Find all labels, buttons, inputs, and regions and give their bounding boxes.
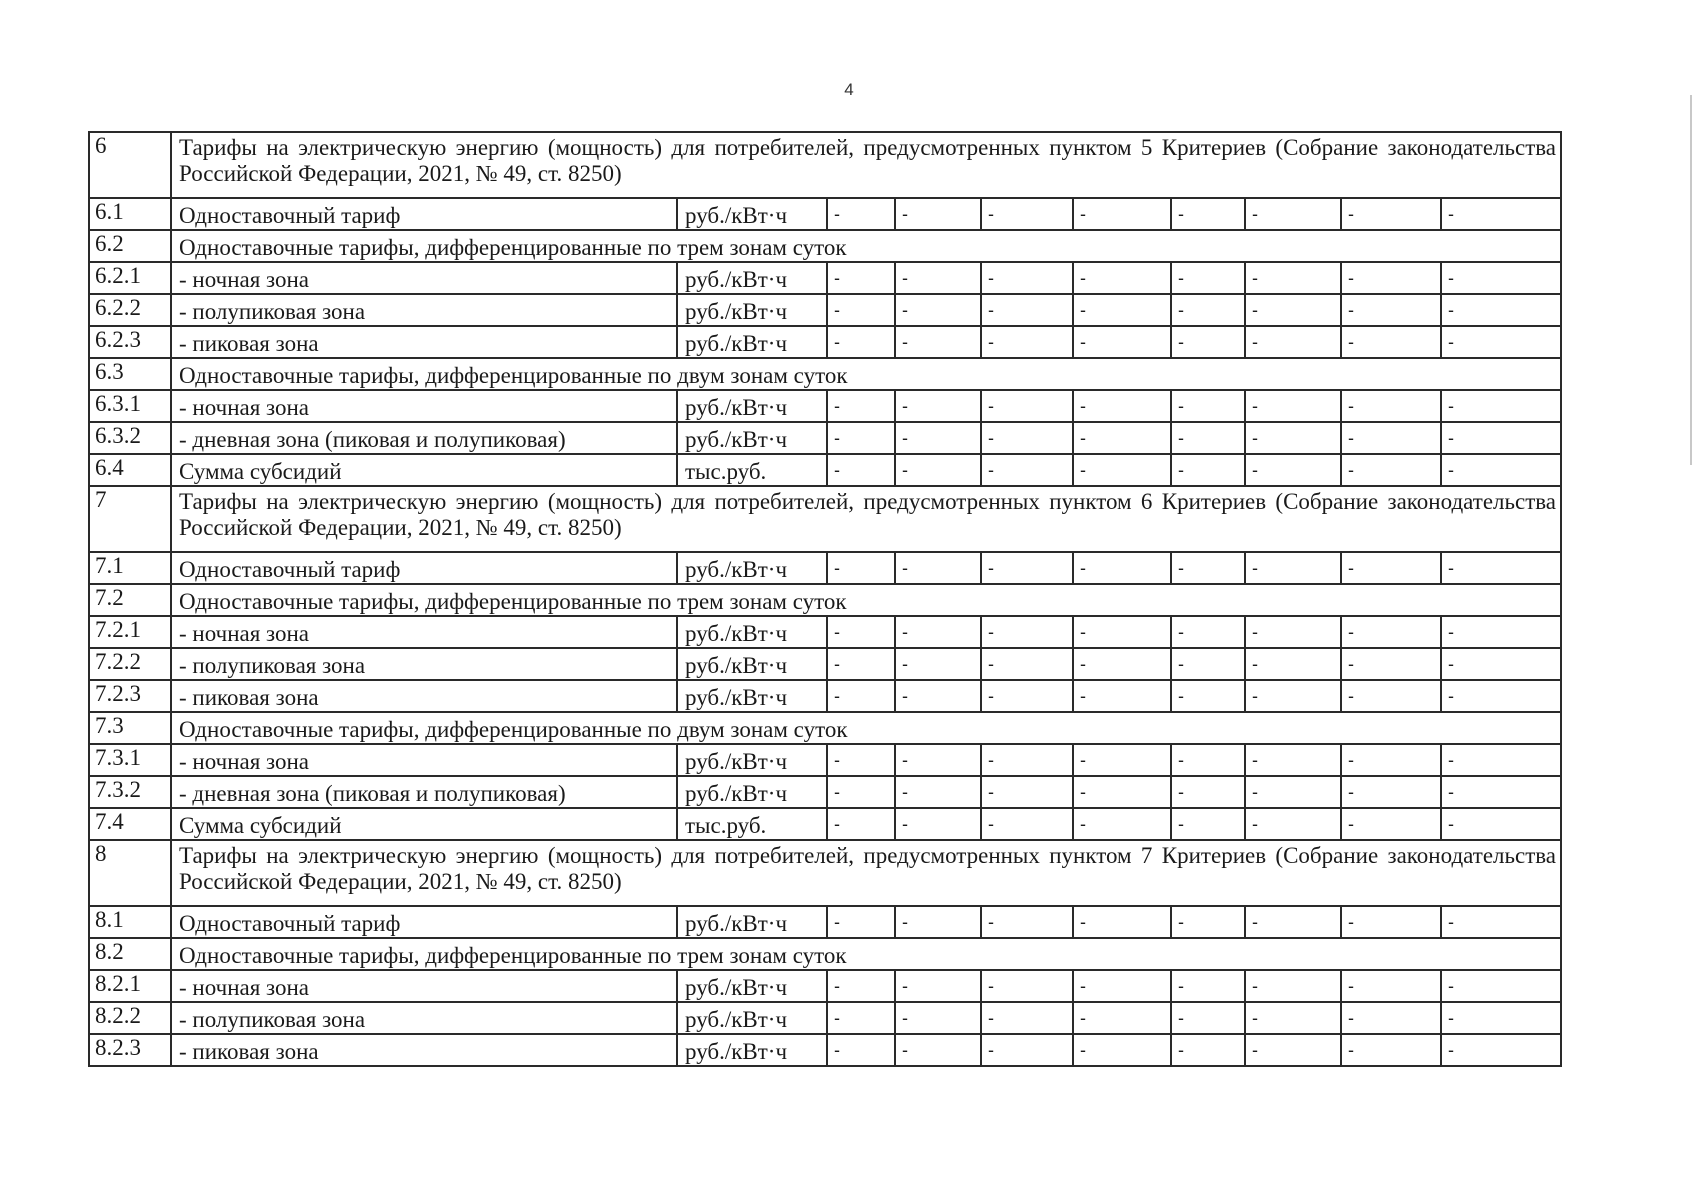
subheading-title: Одноставочные тарифы, дифференцированные по трем зонам суток	[171, 230, 1561, 262]
row-number: 6.2.2	[89, 294, 171, 326]
scan-edge-mark	[1690, 95, 1692, 465]
value-cell: -	[1245, 1034, 1341, 1066]
value-cell: -	[895, 616, 981, 648]
value-cell: -	[1073, 326, 1171, 358]
unit-cell: руб./кВт·ч	[677, 262, 827, 294]
value-cell: -	[1171, 326, 1245, 358]
indicator-name: - ночная зона	[171, 262, 677, 294]
unit-cell: тыс.руб.	[677, 454, 827, 486]
value-cell: -	[981, 262, 1073, 294]
value-cell: -	[1073, 454, 1171, 486]
value-cell: -	[1341, 198, 1441, 230]
value-cell: -	[895, 808, 981, 840]
value-cell: -	[1341, 294, 1441, 326]
indicator-name: Сумма субсидий	[171, 808, 677, 840]
value-cell: -	[1245, 808, 1341, 840]
subheading-row	[89, 712, 1561, 744]
value-cell: -	[1245, 776, 1341, 808]
indicator-name: - дневная зона (пиковая и полупиковая)	[171, 422, 677, 454]
value-cell: -	[827, 198, 895, 230]
indicator-name: - дневная зона (пиковая и полупиковая)	[171, 776, 677, 808]
value-cell: -	[827, 1002, 895, 1034]
value-cell: -	[1073, 970, 1171, 1002]
value-cell: -	[1171, 744, 1245, 776]
value-cell: -	[827, 808, 895, 840]
value-cell: -	[1441, 648, 1561, 680]
value-cell: -	[981, 326, 1073, 358]
value-cell: -	[1341, 262, 1441, 294]
value-cell: -	[1341, 1002, 1441, 1034]
value-cell: -	[981, 422, 1073, 454]
value-cell: -	[981, 906, 1073, 938]
value-cell: -	[1441, 616, 1561, 648]
value-cell: -	[1245, 552, 1341, 584]
value-cell: -	[827, 744, 895, 776]
table-row	[89, 808, 1561, 840]
value-cell: -	[981, 198, 1073, 230]
value-cell: -	[895, 776, 981, 808]
value-cell: -	[1171, 970, 1245, 1002]
value-cell: -	[827, 326, 895, 358]
value-cell: -	[1245, 616, 1341, 648]
value-cell: -	[1245, 744, 1341, 776]
value-cell: -	[827, 906, 895, 938]
unit-cell: руб./кВт·ч	[677, 648, 827, 680]
indicator-name: Одноставочный тариф	[171, 906, 677, 938]
unit-cell: руб./кВт·ч	[677, 326, 827, 358]
table-row	[89, 776, 1561, 808]
indicator-name: - пиковая зона	[171, 326, 677, 358]
value-cell: -	[1171, 776, 1245, 808]
indicator-name: - пиковая зона	[171, 1034, 677, 1066]
unit-cell: руб./кВт·ч	[677, 422, 827, 454]
indicator-name: - ночная зона	[171, 744, 677, 776]
value-cell: -	[1441, 1002, 1561, 1034]
value-cell: -	[1441, 744, 1561, 776]
value-cell: -	[1171, 808, 1245, 840]
unit-cell: руб./кВт·ч	[677, 1002, 827, 1034]
table-row	[89, 390, 1561, 422]
value-cell: -	[1441, 454, 1561, 486]
value-cell: -	[895, 744, 981, 776]
value-cell: -	[981, 1034, 1073, 1066]
value-cell: -	[981, 648, 1073, 680]
section-header-row	[89, 486, 1561, 552]
value-cell: -	[1245, 294, 1341, 326]
value-cell: -	[1073, 616, 1171, 648]
value-cell: -	[1441, 390, 1561, 422]
row-number: 6.3.2	[89, 422, 171, 454]
value-cell: -	[895, 198, 981, 230]
value-cell: -	[895, 390, 981, 422]
subheading-row	[89, 230, 1561, 262]
value-cell: -	[1171, 1034, 1245, 1066]
value-cell: -	[1171, 198, 1245, 230]
value-cell: -	[1441, 294, 1561, 326]
value-cell: -	[1171, 454, 1245, 486]
value-cell: -	[1171, 294, 1245, 326]
value-cell: -	[895, 422, 981, 454]
table-row	[89, 1002, 1561, 1034]
value-cell: -	[1245, 422, 1341, 454]
row-number: 7.3.2	[89, 776, 171, 808]
value-cell: -	[1073, 906, 1171, 938]
value-cell: -	[1341, 454, 1441, 486]
value-cell: -	[1441, 906, 1561, 938]
row-number: 7	[89, 486, 171, 552]
row-number: 7.2.3	[89, 680, 171, 712]
value-cell: -	[1441, 552, 1561, 584]
value-cell: -	[981, 776, 1073, 808]
table-row	[89, 680, 1561, 712]
value-cell: -	[895, 906, 981, 938]
value-cell: -	[1341, 326, 1441, 358]
unit-cell: руб./кВт·ч	[677, 198, 827, 230]
table-row	[89, 294, 1561, 326]
unit-cell: руб./кВт·ч	[677, 776, 827, 808]
row-number: 6	[89, 132, 171, 198]
value-cell: -	[827, 454, 895, 486]
row-number: 8.2.1	[89, 970, 171, 1002]
row-number: 6.3.1	[89, 390, 171, 422]
value-cell: -	[1073, 390, 1171, 422]
unit-cell: руб./кВт·ч	[677, 552, 827, 584]
table-row	[89, 552, 1561, 584]
value-cell: -	[1073, 776, 1171, 808]
value-cell: -	[827, 262, 895, 294]
table-row	[89, 454, 1561, 486]
row-number: 8.2.3	[89, 1034, 171, 1066]
row-number: 8.2	[89, 938, 171, 970]
row-number: 6.1	[89, 198, 171, 230]
unit-cell: руб./кВт·ч	[677, 680, 827, 712]
subheading-title: Одноставочные тарифы, дифференцированные по двум зонам суток	[171, 712, 1561, 744]
value-cell: -	[1341, 390, 1441, 422]
section-header-row	[89, 132, 1561, 198]
section-header-row	[89, 840, 1561, 906]
value-cell: -	[981, 616, 1073, 648]
value-cell: -	[1245, 390, 1341, 422]
subheading-title: Одноставочные тарифы, дифференцированные по трем зонам суток	[171, 938, 1561, 970]
value-cell: -	[1171, 616, 1245, 648]
value-cell: -	[1441, 198, 1561, 230]
table-row	[89, 198, 1561, 230]
value-cell: -	[895, 262, 981, 294]
unit-cell: руб./кВт·ч	[677, 906, 827, 938]
value-cell: -	[827, 294, 895, 326]
value-cell: -	[1341, 422, 1441, 454]
value-cell: -	[827, 970, 895, 1002]
row-number: 7.2.1	[89, 616, 171, 648]
value-cell: -	[1171, 906, 1245, 938]
value-cell: -	[1073, 1034, 1171, 1066]
value-cell: -	[1341, 808, 1441, 840]
value-cell: -	[1073, 680, 1171, 712]
row-number: 6.4	[89, 454, 171, 486]
unit-cell: руб./кВт·ч	[677, 1034, 827, 1066]
indicator-name: Одноставочный тариф	[171, 552, 677, 584]
value-cell: -	[1245, 1002, 1341, 1034]
value-cell: -	[1441, 808, 1561, 840]
table-row	[89, 744, 1561, 776]
value-cell: -	[1171, 262, 1245, 294]
unit-cell: руб./кВт·ч	[677, 390, 827, 422]
value-cell: -	[1341, 776, 1441, 808]
value-cell: -	[1073, 198, 1171, 230]
row-number: 7.4	[89, 808, 171, 840]
value-cell: -	[895, 970, 981, 1002]
value-cell: -	[1341, 970, 1441, 1002]
section-title: Тарифы на электрическую энергию (мощность) для потребителей, предусмотренных пунктом 7 Критериев (Собрание законодательства Российской Федерации, 2021, № 49, ст. 8250)	[171, 840, 1561, 906]
value-cell: -	[827, 616, 895, 648]
unit-cell: руб./кВт·ч	[677, 970, 827, 1002]
indicator-name: - полупиковая зона	[171, 648, 677, 680]
indicator-name: - ночная зона	[171, 970, 677, 1002]
section-title: Тарифы на электрическую энергию (мощность) для потребителей, предусмотренных пунктом 6 Критериев (Собрание законодательства Российской Федерации, 2021, № 49, ст. 8250)	[171, 486, 1561, 552]
value-cell: -	[1441, 776, 1561, 808]
value-cell: -	[895, 648, 981, 680]
indicator-name: - полупиковая зона	[171, 294, 677, 326]
tariff-table-body	[89, 132, 1561, 1066]
row-number: 6.2	[89, 230, 171, 262]
table-row	[89, 1034, 1561, 1066]
value-cell: -	[1171, 648, 1245, 680]
value-cell: -	[895, 1034, 981, 1066]
row-number: 8.2.2	[89, 1002, 171, 1034]
value-cell: -	[895, 454, 981, 486]
value-cell: -	[827, 648, 895, 680]
value-cell: -	[981, 808, 1073, 840]
value-cell: -	[827, 552, 895, 584]
value-cell: -	[981, 294, 1073, 326]
value-cell: -	[1441, 1034, 1561, 1066]
value-cell: -	[1341, 680, 1441, 712]
unit-cell: руб./кВт·ч	[677, 744, 827, 776]
table-row	[89, 906, 1561, 938]
value-cell: -	[895, 294, 981, 326]
value-cell: -	[1245, 262, 1341, 294]
value-cell: -	[1171, 422, 1245, 454]
subheading-row	[89, 584, 1561, 616]
subheading-title: Одноставочные тарифы, дифференцированные по двум зонам суток	[171, 358, 1561, 390]
value-cell: -	[827, 680, 895, 712]
section-title: Тарифы на электрическую энергию (мощность) для потребителей, предусмотренных пунктом 5 Критериев (Собрание законодательства Российской Федерации, 2021, № 49, ст. 8250)	[171, 132, 1561, 198]
value-cell: -	[1441, 970, 1561, 1002]
value-cell: -	[1341, 616, 1441, 648]
value-cell: -	[1441, 326, 1561, 358]
row-number: 6.2.1	[89, 262, 171, 294]
value-cell: -	[895, 552, 981, 584]
value-cell: -	[1441, 422, 1561, 454]
subheading-row	[89, 358, 1561, 390]
value-cell: -	[1245, 454, 1341, 486]
value-cell: -	[1245, 326, 1341, 358]
value-cell: -	[1073, 262, 1171, 294]
value-cell: -	[1341, 552, 1441, 584]
indicator-name: - пиковая зона	[171, 680, 677, 712]
value-cell: -	[1073, 294, 1171, 326]
value-cell: -	[1341, 648, 1441, 680]
row-number: 7.3.1	[89, 744, 171, 776]
value-cell: -	[981, 680, 1073, 712]
value-cell: -	[981, 390, 1073, 422]
value-cell: -	[1073, 552, 1171, 584]
value-cell: -	[827, 422, 895, 454]
page-number: 4	[844, 80, 854, 99]
tariff-table	[88, 131, 1562, 1067]
table-row	[89, 422, 1561, 454]
value-cell: -	[1073, 808, 1171, 840]
unit-cell: руб./кВт·ч	[677, 294, 827, 326]
indicator-name: Сумма субсидий	[171, 454, 677, 486]
value-cell: -	[895, 1002, 981, 1034]
value-cell: -	[981, 744, 1073, 776]
indicator-name: - ночная зона	[171, 616, 677, 648]
row-number: 6.3	[89, 358, 171, 390]
row-number: 8.1	[89, 906, 171, 938]
unit-cell: руб./кВт·ч	[677, 616, 827, 648]
value-cell: -	[1341, 906, 1441, 938]
table-row	[89, 262, 1561, 294]
value-cell: -	[1341, 744, 1441, 776]
table-row	[89, 616, 1561, 648]
subheading-row	[89, 938, 1561, 970]
value-cell: -	[1245, 970, 1341, 1002]
value-cell: -	[895, 680, 981, 712]
row-number: 7.3	[89, 712, 171, 744]
row-number: 7.2.2	[89, 648, 171, 680]
subheading-title: Одноставочные тарифы, дифференцированные по трем зонам суток	[171, 584, 1561, 616]
value-cell: -	[827, 390, 895, 422]
value-cell: -	[1245, 198, 1341, 230]
indicator-name: Одноставочный тариф	[171, 198, 677, 230]
value-cell: -	[1441, 262, 1561, 294]
table-row	[89, 970, 1561, 1002]
unit-cell: тыс.руб.	[677, 808, 827, 840]
value-cell: -	[1073, 1002, 1171, 1034]
value-cell: -	[1171, 390, 1245, 422]
value-cell: -	[895, 326, 981, 358]
value-cell: -	[981, 970, 1073, 1002]
value-cell: -	[1073, 744, 1171, 776]
value-cell: -	[1245, 648, 1341, 680]
table-row	[89, 648, 1561, 680]
row-number: 8	[89, 840, 171, 906]
value-cell: -	[981, 1002, 1073, 1034]
row-number: 7.2	[89, 584, 171, 616]
value-cell: -	[1171, 1002, 1245, 1034]
value-cell: -	[1073, 648, 1171, 680]
value-cell: -	[1441, 680, 1561, 712]
indicator-name: - ночная зона	[171, 390, 677, 422]
value-cell: -	[827, 1034, 895, 1066]
table-row	[89, 326, 1561, 358]
row-number: 7.1	[89, 552, 171, 584]
value-cell: -	[1341, 1034, 1441, 1066]
value-cell: -	[1245, 680, 1341, 712]
value-cell: -	[1171, 552, 1245, 584]
value-cell: -	[1171, 680, 1245, 712]
value-cell: -	[1073, 422, 1171, 454]
value-cell: -	[827, 776, 895, 808]
value-cell: -	[981, 552, 1073, 584]
value-cell: -	[1245, 906, 1341, 938]
value-cell: -	[981, 454, 1073, 486]
row-number: 6.2.3	[89, 326, 171, 358]
indicator-name: - полупиковая зона	[171, 1002, 677, 1034]
